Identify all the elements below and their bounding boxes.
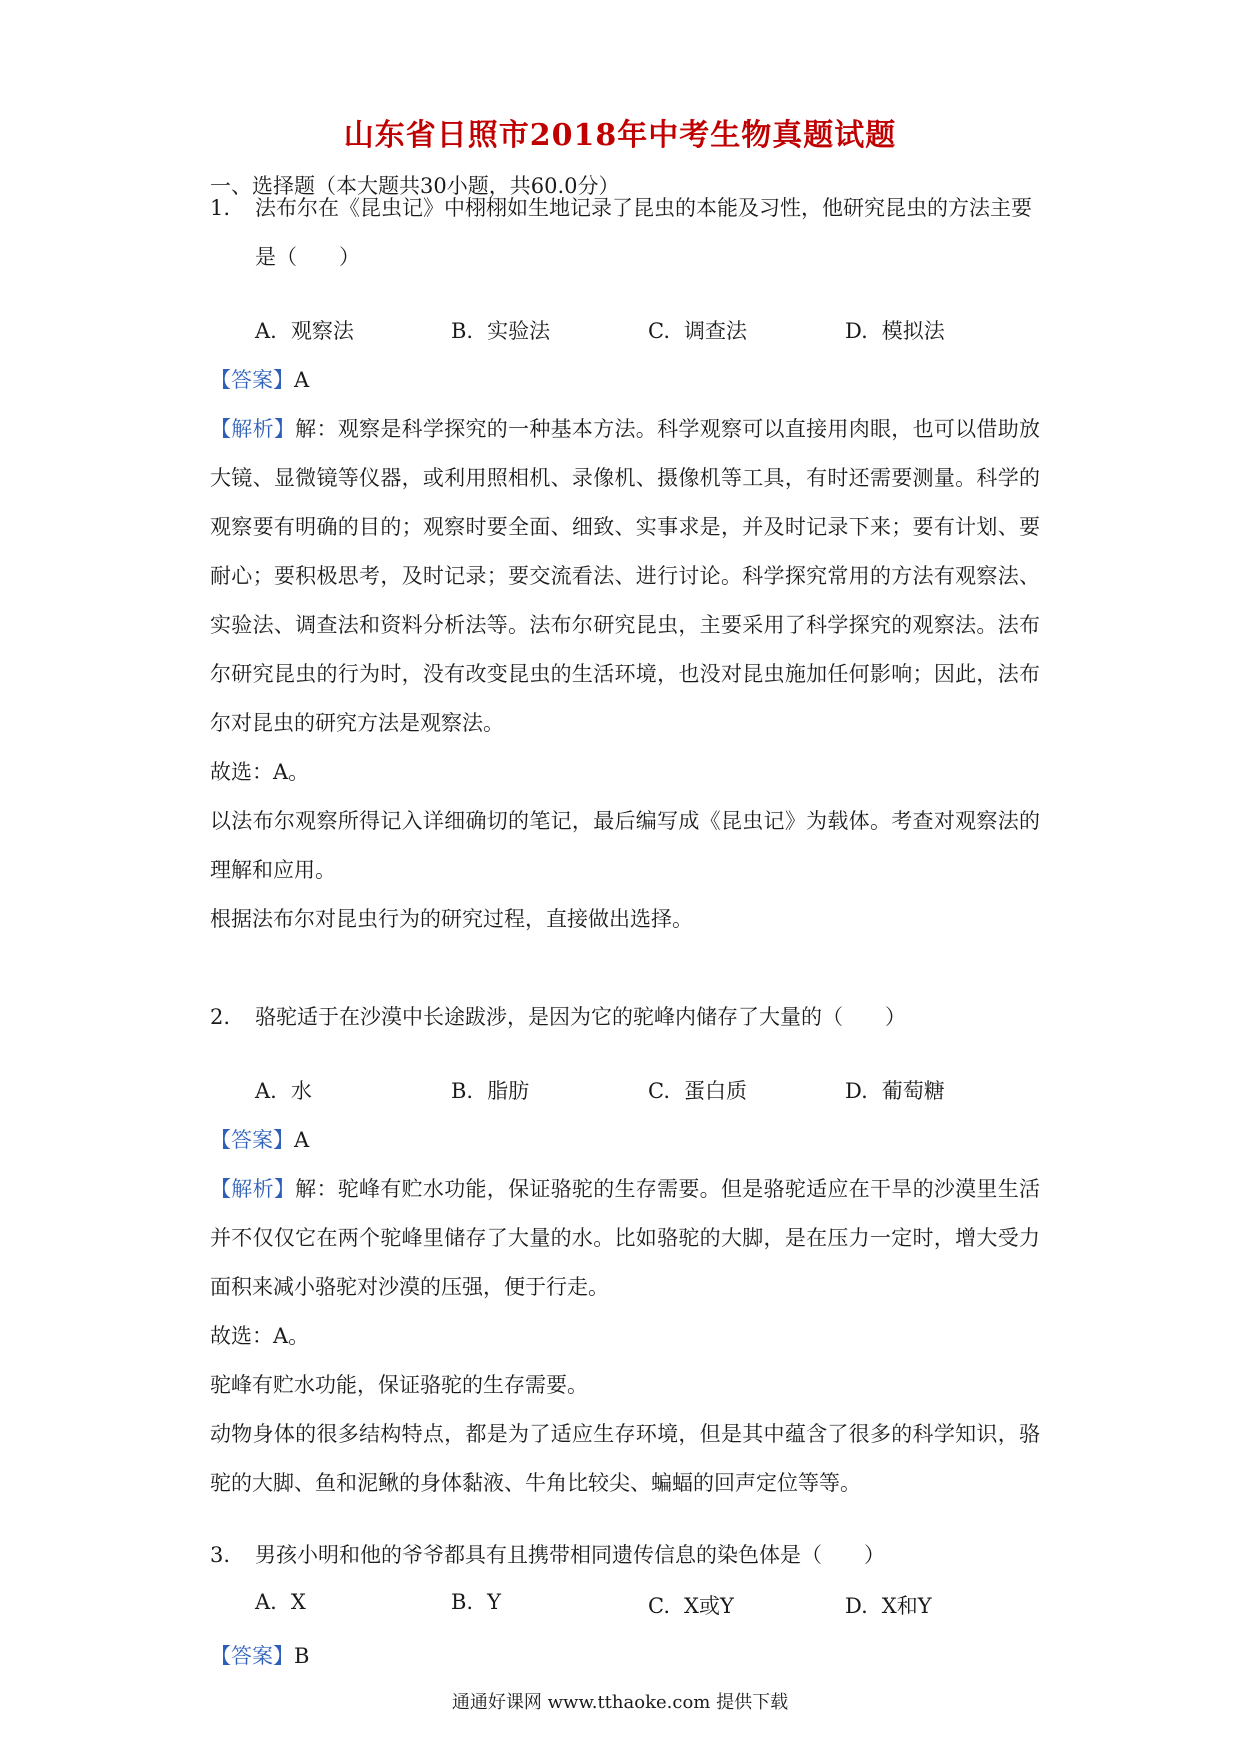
answer-line <box>210 1632 1040 1681</box>
option-c <box>648 1075 747 1105</box>
option-a <box>255 1075 312 1105</box>
options-row <box>255 1590 1035 1630</box>
note-paragraph: 以法布尔观察所得记入详细确切的笔记，最后编写成《昆虫记》为载体。考查对观察法的理解和应用。 <box>210 809 1040 882</box>
option-letter: A. <box>255 1590 277 1614</box>
answer-tag: 【答案】 <box>210 1644 294 1668</box>
choice-line: 故选：A。 <box>210 760 310 784</box>
question-text: 男孩小明和他的爷爷都具有且携带相同遗传信息的染色体是（ ） <box>255 1543 885 1567</box>
option-text: 水 <box>290 1079 312 1103</box>
option-d <box>845 315 945 345</box>
option-a <box>255 1590 306 1614</box>
option-b <box>451 1075 529 1105</box>
answer-value: A <box>294 368 310 392</box>
option-letter: A. <box>255 319 277 343</box>
answer-value: B <box>294 1644 310 1668</box>
option-c <box>648 1590 734 1620</box>
question-text: 法布尔在《昆虫记》中栩栩如生地记录了昆虫的本能及习性，他研究昆虫的方法主要是（ ） <box>255 196 1032 269</box>
option-letter: C. <box>648 1594 670 1618</box>
answer-tag: 【答案】 <box>210 1128 294 1152</box>
note-paragraph: 动物身体的很多结构特点，都是为了适应生存环境，但是其中蕴含了很多的科学知识，骆驼的大脚、鱼和泥鳅的身体黏液、牛角比较尖、蝙蝠的回声定位等等。 <box>210 1422 1040 1495</box>
question-text: 骆驼适于在沙漠中长途跋涉，是因为它的驼峰内储存了大量的（ ） <box>255 1005 906 1029</box>
option-text: X或Y <box>684 1594 734 1618</box>
option-text: 模拟法 <box>881 319 945 343</box>
analysis-tag: 【解析】 <box>210 1177 296 1201</box>
question-stem <box>210 1531 1040 1580</box>
answer-tag: 【答案】 <box>210 368 294 392</box>
option-a <box>255 315 354 345</box>
footer-text: 通通好课网 www.tthaoke.com 提供下载 <box>451 1692 789 1713</box>
option-letter: D. <box>845 319 868 343</box>
option-text: 调查法 <box>684 319 747 343</box>
option-d <box>845 1590 932 1620</box>
option-text: 脂肪 <box>487 1079 530 1103</box>
option-letter: C. <box>648 319 670 343</box>
option-b <box>451 1590 501 1614</box>
question-number: 1. <box>210 196 231 220</box>
analysis-paragraph <box>210 405 1040 748</box>
option-text: 蛋白质 <box>684 1079 747 1103</box>
analysis-paragraph <box>210 1165 1040 1312</box>
answer-line <box>210 356 1040 405</box>
choice-line: 故选：A。 <box>210 1324 310 1348</box>
option-letter: A. <box>255 1079 277 1103</box>
option-c <box>648 315 747 345</box>
option-letter: D. <box>845 1594 868 1618</box>
question-number: 2. <box>210 1005 231 1029</box>
question-number: 3. <box>210 1543 231 1567</box>
answer-value: A <box>294 1128 310 1152</box>
question-stem <box>210 993 1040 1042</box>
options-row <box>255 315 1035 355</box>
option-text: 葡萄糖 <box>881 1079 945 1103</box>
option-text: X和Y <box>881 1594 932 1618</box>
note-paragraph: 根据法布尔对昆虫行为的研究过程，直接做出选择。 <box>210 907 693 931</box>
answer-line <box>210 1116 1040 1165</box>
option-b <box>451 315 550 345</box>
options-row <box>255 1075 1035 1115</box>
analysis-tag: 【解析】 <box>210 417 296 441</box>
question-stem <box>210 184 1040 282</box>
option-d <box>845 1075 945 1105</box>
option-text: Y <box>487 1590 501 1614</box>
option-letter: D. <box>845 1079 868 1103</box>
option-letter: C. <box>648 1079 670 1103</box>
option-letter: B. <box>451 1079 474 1103</box>
analysis-text: 解：驼峰有贮水功能，保证骆驼的生存需要。但是骆驼适应在干旱的沙漠里生活并不仅仅它在两个驼峰里储存了大量的水。比如骆驼的大脚，是在压力一定时，增大受力面积来减小骆驼对沙漠的压强，便于行走。 <box>210 1177 1041 1299</box>
option-text: X <box>290 1590 306 1614</box>
section-heading: 一、选择题（本大题共30小题，共60.0分） <box>210 174 620 198</box>
option-letter: B. <box>451 319 474 343</box>
option-text: 观察法 <box>290 319 354 343</box>
document-title: 山东省日照市2018年中考生物真题试题 <box>343 118 897 153</box>
note-paragraph: 驼峰有贮水功能，保证骆驼的生存需要。 <box>210 1373 588 1397</box>
option-text: 实验法 <box>487 319 551 343</box>
analysis-text: 解：观察是科学探究的一种基本方法。科学观察可以直接用肉眼，也可以借助放大镜、显微镜等仪器，或利用照相机、录像机、摄像机等工具，有时还需要测量。科学的观察要有明确的目的；观察时要全面、细致、实事求是，并及时记录下来；要有计划、要耐心；要积极思考，及时记录；要交流看法、进行讨论。科学探究常用的方法有观察法、实验法、调查法和资料分析法等。法布尔研究昆虫，主要采用了科学探究的观察法。法布尔研究昆虫的行为时，没有改变昆虫的生活环境，也没对昆虫施加任何影响；因此，法布尔对昆虫的研究方法是观察法。 <box>210 417 1041 735</box>
option-letter: B. <box>451 1590 474 1614</box>
